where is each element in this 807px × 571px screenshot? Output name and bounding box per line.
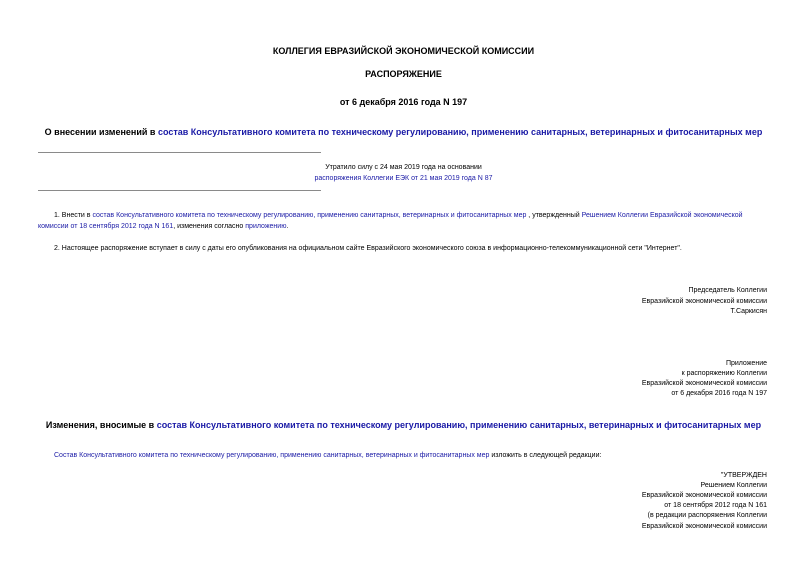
status-line: Утратило силу с 24 мая 2019 года на основании	[325, 164, 482, 171]
signature-position: Председатель Коллегии	[688, 287, 767, 294]
appendix-text	[54, 452, 601, 459]
appendix-text-rest: изложить в следующей редакции:	[489, 452, 602, 459]
separator-bottom	[38, 190, 321, 191]
approved-line-3: Евразийской экономической комиссии	[641, 492, 767, 499]
paragraph-2: 2. Настоящее распоряжение вступает в силу с даты его опубликования на официальном сайте Евразийского экономического союза в информационно-телекоммуникационной сети "Интернет".	[54, 245, 682, 252]
doc-title	[0, 127, 807, 137]
appendix-composition-link[interactable]: Состав Консультативного комитета по техническому регулированию, применению санитарных, ветеринарных и фитосанитарных мер	[54, 452, 490, 459]
status-link[interactable]: распоряжения Коллегии ЕЭК от 21 мая 2019 года N 87	[314, 175, 493, 182]
doc-type-heading: РАСПОРЯЖЕНИЕ	[365, 69, 442, 79]
committee-composition-link[interactable]: состав Консультативного комитета по техническому регулированию, применению санитарных, ветеринарных и фитосанитарных мер	[92, 212, 527, 219]
paragraph-1-text-c: , изменения согласно	[173, 222, 246, 230]
doc-title-link[interactable]: состав Консультативного комитета по техническому регулированию, применению санитарных, ветеринарных и фитосанитарных мер	[157, 127, 763, 137]
paragraph-1-text-b: , утвержденный	[526, 212, 582, 219]
appendix-link[interactable]: приложению	[245, 222, 287, 230]
signature-organization: Евразийской экономической комиссии	[641, 298, 767, 305]
org-heading: КОЛЛЕГИЯ ЕВРАЗИЙСКОЙ ЭКОНОМИЧЕСКОЙ КОМИССИИ	[272, 46, 535, 56]
appendix-title-link[interactable]: состав Консультативного комитета по техническому регулированию, применению санитарных, ветеринарных и фитосанитарных мер	[156, 420, 762, 430]
appendix-ref-title: Приложение	[725, 360, 767, 367]
paragraph-1-text-d: .	[286, 222, 289, 230]
paragraph-1-text-a: 1. Внести в	[54, 212, 93, 219]
appendix-title-prefix: Изменения, вносимые в	[45, 420, 157, 430]
approved-line-6: Евразийской экономической комиссии	[641, 523, 767, 530]
approved-line-4: от 18 сентября 2012 года N 161	[664, 502, 767, 509]
approved-line-5: (в редакции распоряжения Коллегии	[647, 512, 767, 519]
separator-top	[38, 152, 321, 153]
doc-title-prefix: О внесении изменений в	[44, 127, 158, 137]
appendix-title	[0, 420, 807, 430]
decision-161-link[interactable]: Решением Коллегии Евразийской экономической комиссии от 18 сентября 2012 года N 161	[38, 212, 743, 230]
appendix-ref-line-2: к распоряжению Коллегии	[681, 370, 767, 377]
approved-line-2: Решением Коллегии	[700, 482, 767, 489]
doc-date-number: от 6 декабря 2016 года N 197	[339, 97, 468, 107]
signature-name: Т.Саркисян	[730, 308, 767, 315]
appendix-ref-line-4: от 6 декабря 2016 года N 197	[671, 390, 767, 397]
approved-heading: "УТВЕРЖДЕН	[720, 472, 767, 479]
paragraph-1	[38, 211, 770, 232]
appendix-ref-line-3: Евразийской экономической комиссии	[641, 380, 767, 387]
